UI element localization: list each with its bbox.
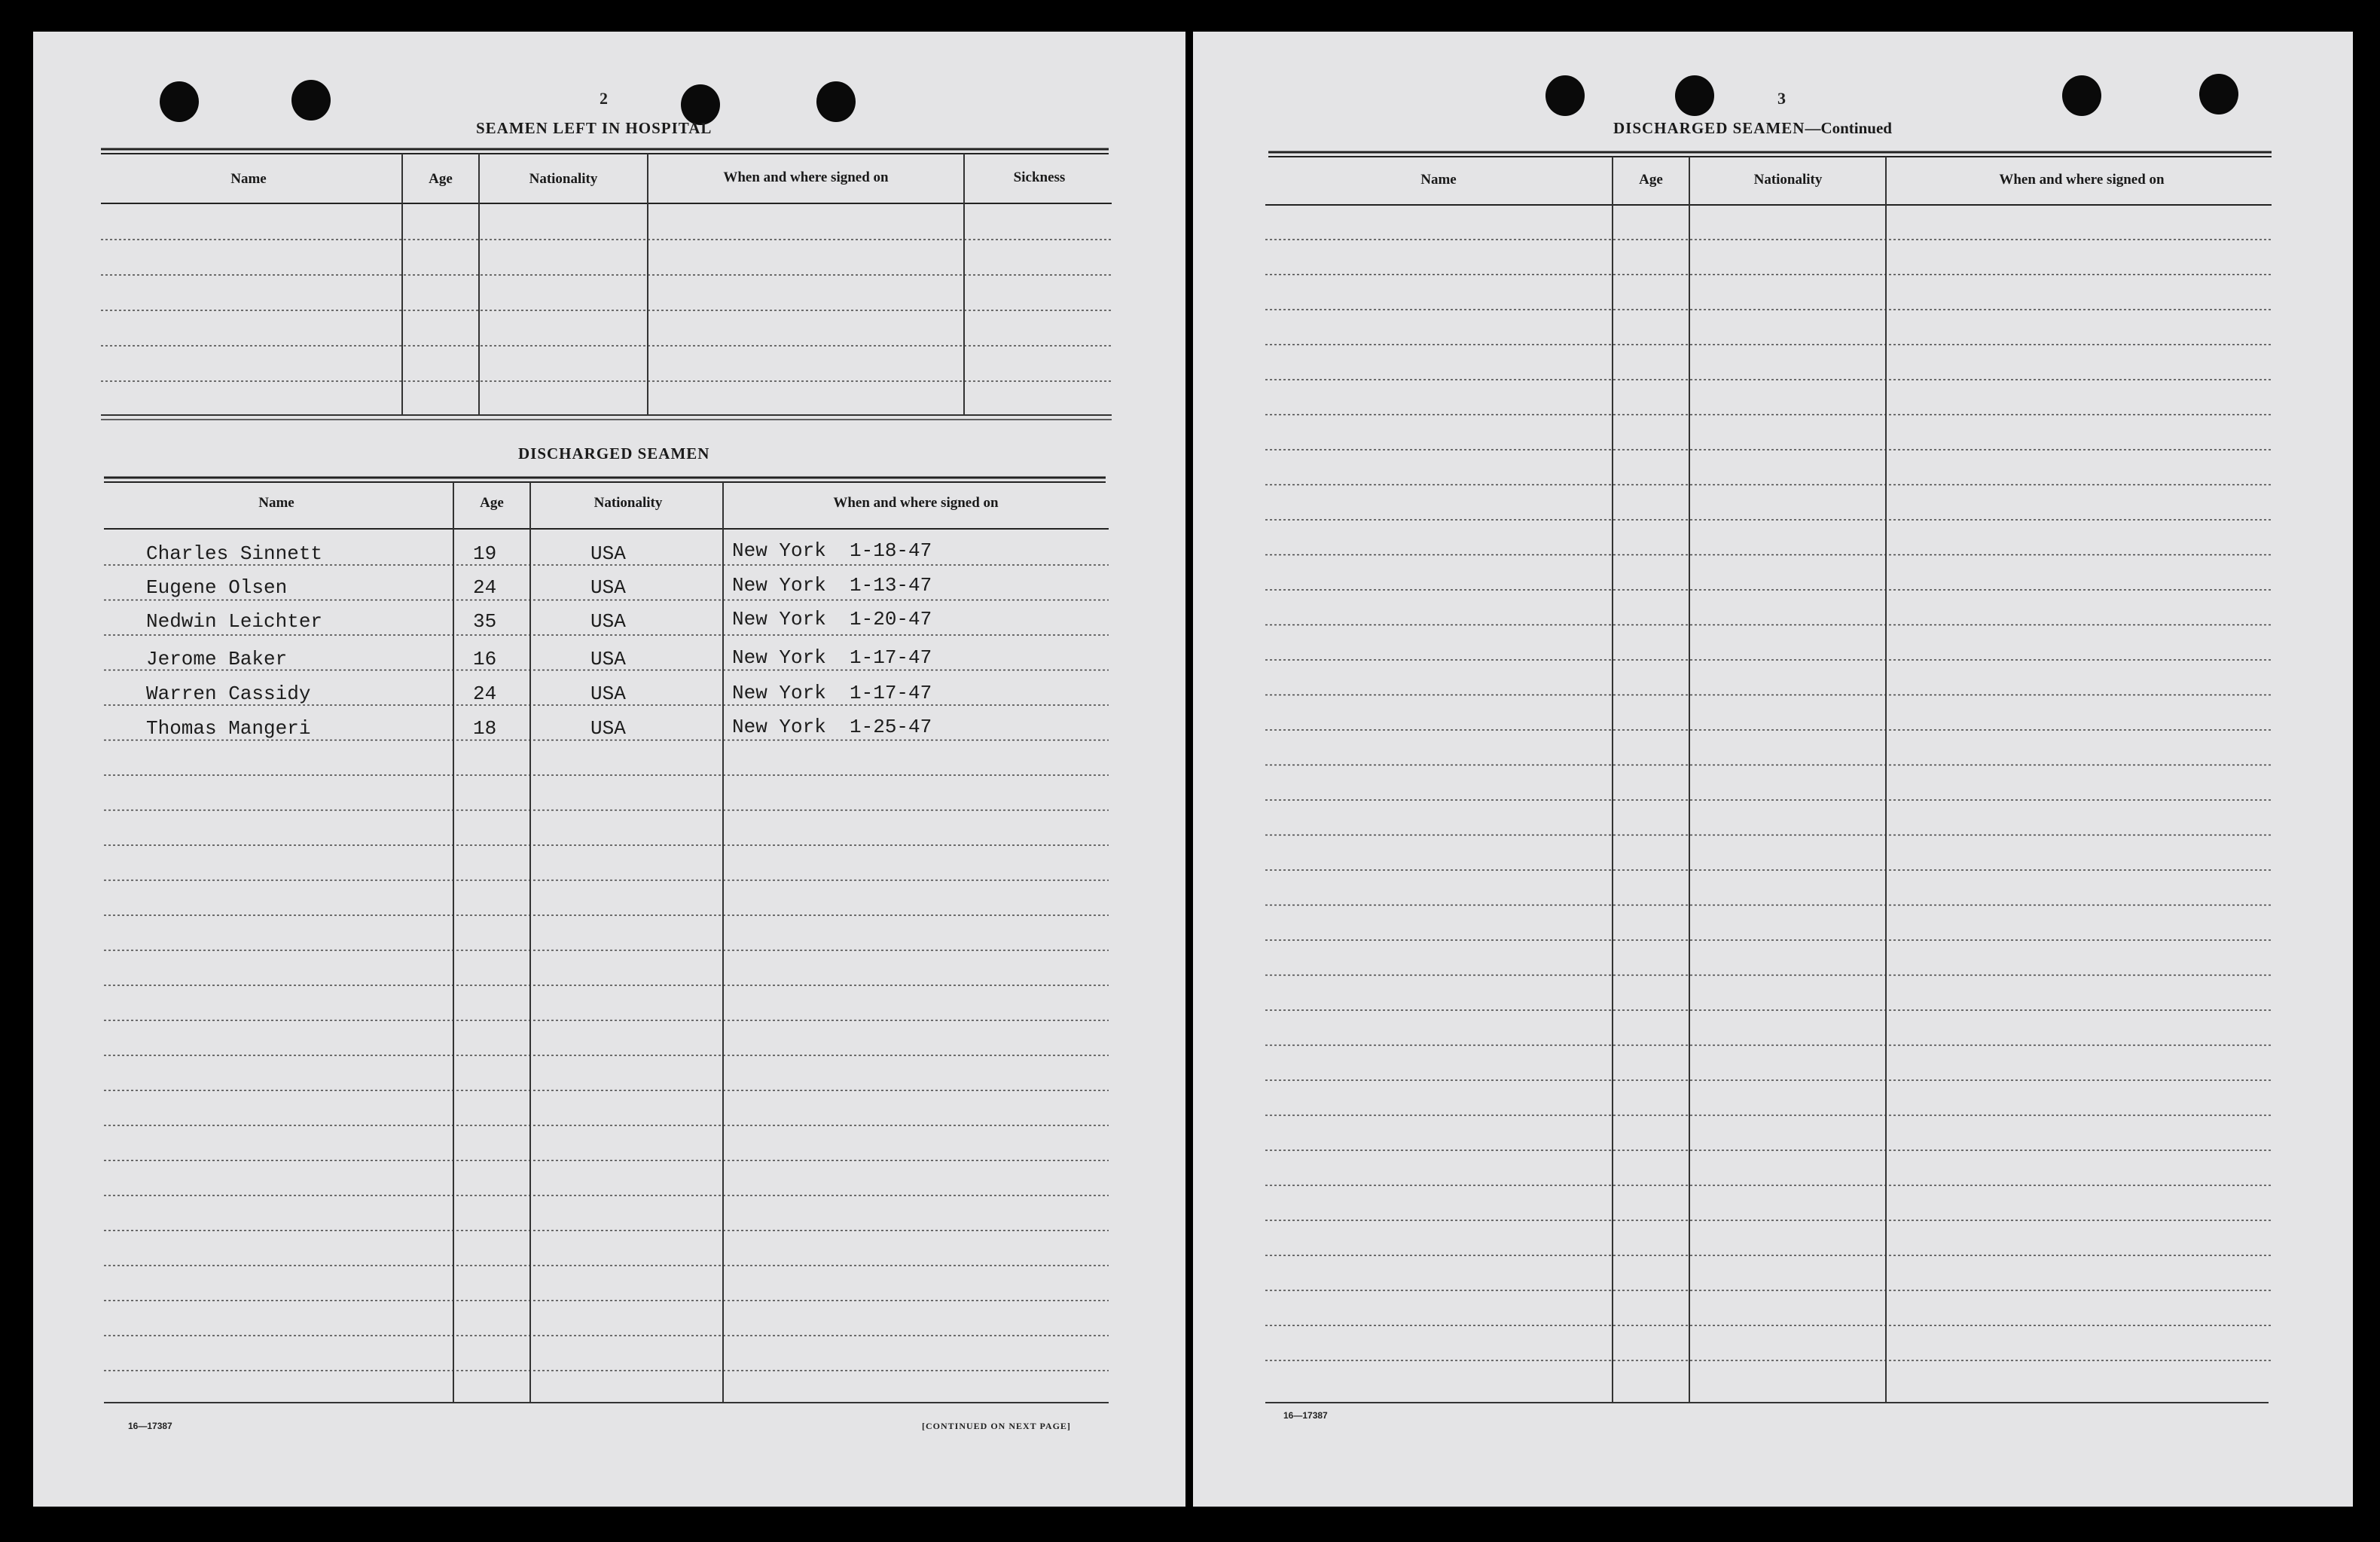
right-section-title: DISCHARGED SEAMEN—Continued (1613, 119, 1892, 137)
table-row (146, 682, 932, 705)
hospital-row-lines (101, 240, 1112, 381)
table-row (146, 608, 932, 633)
row-nationality: USA (590, 682, 626, 705)
right-col-age: Age (1639, 172, 1663, 188)
table-row (146, 539, 932, 565)
right-form-grid (1193, 32, 2353, 1507)
row-age: 18 (473, 717, 497, 740)
discharged-col-nationality: Nationality (593, 495, 663, 511)
row-signed-on: New York 1-17-47 (732, 646, 932, 669)
hospital-col-age: Age (429, 171, 453, 187)
table-row (146, 574, 932, 599)
row-signed-on: New York 1-25-47 (732, 716, 932, 738)
row-signed-on: New York 1-13-47 (732, 574, 932, 597)
row-name: Warren Cassidy (146, 682, 311, 705)
row-nationality: USA (590, 648, 626, 670)
discharged-section-title: DISCHARGED SEAMEN (518, 444, 710, 463)
row-signed-on: New York 1-18-47 (732, 539, 932, 562)
hospital-section-title: SEAMEN LEFT IN HOSPITAL (476, 119, 712, 137)
continued-note: [CONTINUED ON NEXT PAGE] (922, 1421, 1071, 1431)
hospital-col-signed-on: When and where signed on (723, 169, 889, 185)
left-page (33, 32, 1185, 1507)
row-nationality: USA (590, 576, 626, 599)
hospital-col-sickness: Sickness (1013, 169, 1066, 185)
row-age: 24 (473, 576, 497, 599)
row-age: 19 (473, 542, 497, 565)
row-name: Thomas Mangeri (146, 717, 311, 740)
right-row-lines (1265, 240, 2272, 1360)
discharged-col-age: Age (480, 495, 504, 511)
table-row (146, 716, 932, 740)
row-nationality: USA (590, 610, 626, 633)
row-name: Eugene Olsen (146, 576, 288, 599)
row-name: Jerome Baker (146, 648, 288, 670)
row-signed-on: New York 1-20-47 (732, 608, 932, 631)
right-page (1193, 32, 2353, 1507)
hospital-col-nationality: Nationality (529, 171, 598, 187)
row-age: 35 (473, 610, 497, 633)
row-nationality: USA (590, 542, 626, 565)
right-col-nationality: Nationality (1753, 172, 1823, 188)
row-age: 16 (473, 648, 497, 670)
left-form-grid (33, 32, 1185, 1507)
form-number: 16—17387 (1283, 1410, 1328, 1421)
page-number: 2 (600, 89, 608, 108)
form-number: 16—17387 (128, 1421, 172, 1431)
row-nationality: USA (590, 717, 626, 740)
discharged-col-signed-on: When and where signed on (833, 495, 999, 511)
row-name: Nedwin Leichter (146, 610, 323, 633)
right-col-signed-on: When and where signed on (1999, 172, 2165, 188)
hospital-col-name: Name (230, 171, 267, 187)
table-row (146, 646, 932, 670)
discharged-col-name: Name (258, 495, 294, 511)
row-signed-on: New York 1-17-47 (732, 682, 932, 704)
page-number: 3 (1777, 89, 1786, 108)
right-col-name: Name (1420, 172, 1457, 188)
row-name: Charles Sinnett (146, 542, 323, 565)
row-age: 24 (473, 682, 497, 705)
